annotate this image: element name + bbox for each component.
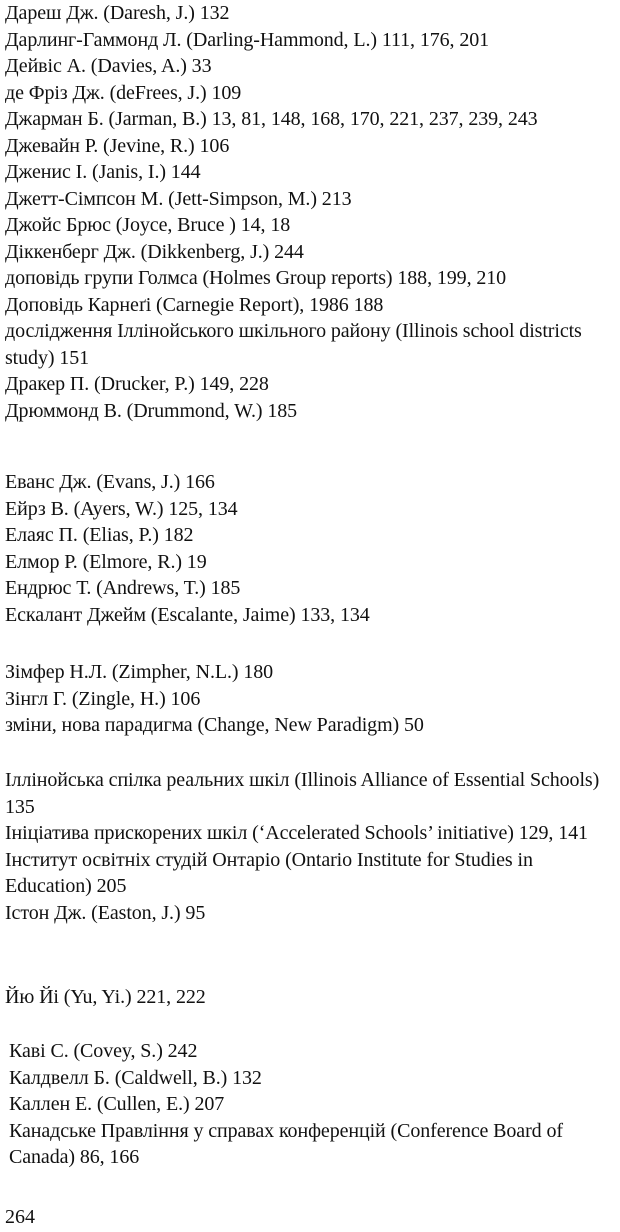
index-group-e [5,469,617,628]
index-entry: Дрюммонд В. (Drummond, W.) 185 [5,399,298,422]
index-entry: Канадське Правління у справах конференцій (Conference Board of Canada) 86, 166 [9,1119,563,1168]
index-entry: Каллен Е. (Cullen, E.) 207 [9,1093,225,1115]
index-entry: Йю Йі (Yu, Yi.) 221, 222 [5,986,206,1008]
index-entry: Доповідь Карнеґі (Carnegie Report), 1986 188 [5,293,384,316]
index-entry: Джевайн Р. (Jevine, R.) 106 [5,134,230,157]
index-entry: Калдвелл Б. (Caldwell, B.) 132 [9,1066,262,1089]
page-number: 264 [5,1206,35,1228]
index-entry: Іллінойська спілка реальних шкіл (Illinois Alliance of Essential Schools) 135 [5,769,600,818]
index-entry: зміни, нова парадигма (Change, New Paradigm) 50 [5,714,424,736]
index-entry: Інститут освітніх студій Онтаріо (Ontario Institute for Studies in Education) 205 [5,848,533,897]
index-entry: Джойс Брюс (Joyce, Bruce ) 14, 18 [5,214,291,236]
index-group-d [5,0,617,424]
index-entry: Дейвіс А. (Davies, A.) 33 [5,55,212,77]
index-group-i [5,767,617,926]
index-entry: Ескалант Джейм (Escalante, Jaime) 133, 134 [5,603,370,626]
index-entry: Істон Дж. (Easton, J.) 95 [5,901,206,924]
index-entry: Зімфер Н.Л. (Zimpher, N.L.) 180 [5,661,274,683]
index-entry: де Фріз Дж. (deFrees, J.) 109 [5,81,242,104]
index-entry: Каві С. (Covey, S.) 242 [9,1040,198,1062]
index-entry: Джетт-Сімпсон М. (Jett-Simpson, M.) 213 [5,187,352,210]
index-group-y [5,984,617,1011]
index-entry: Дженис І. (Janis, І.) 144 [5,161,201,183]
index-page [5,0,617,1232]
index-group-z [5,659,617,739]
index-entry: Ейрз В. (Ayers, W.) 125, 134 [5,497,238,520]
index-entry: Еванс Дж. (Evans, J.) 166 [5,471,215,493]
index-group-k [9,1038,617,1171]
index-entry: Ендрюс Т. (Andrews, T.) 185 [5,577,241,599]
index-entry: Зінгл Г. (Zingle, H.) 106 [5,687,201,710]
index-entry: Діккенберг Дж. (Dikkenberg, J.) 244 [5,240,304,263]
index-entry: Джарман Б. (Jarman, B.) 13, 81, 148, 168, 170, 221, 237, 239, 243 [5,108,538,130]
index-entry: Елаяс П. (Elias, P.) 182 [5,524,194,546]
index-entry: доповідь групи Голмса (Holmes Group reports) 188, 199, 210 [5,267,507,289]
index-entry: дослідження Іллінойського шкільного району (Illinois school districts study) 151 [5,320,582,369]
index-entry: Дарлинг-Гаммонд Л. (Darling-Hammond, L.) 111, 176, 201 [5,28,490,51]
index-entry: Дракер П. (Drucker, P.) 149, 228 [5,373,269,395]
index-entry: Елмор Р. (Elmore, R.) 19 [5,550,207,573]
index-entry: Ініціатива прискорених шкіл (‘Accelerated Schools’ initiative) 129, 141 [5,822,588,844]
index-entry: Дареш Дж. (Daresh, J.) 132 [5,2,230,24]
